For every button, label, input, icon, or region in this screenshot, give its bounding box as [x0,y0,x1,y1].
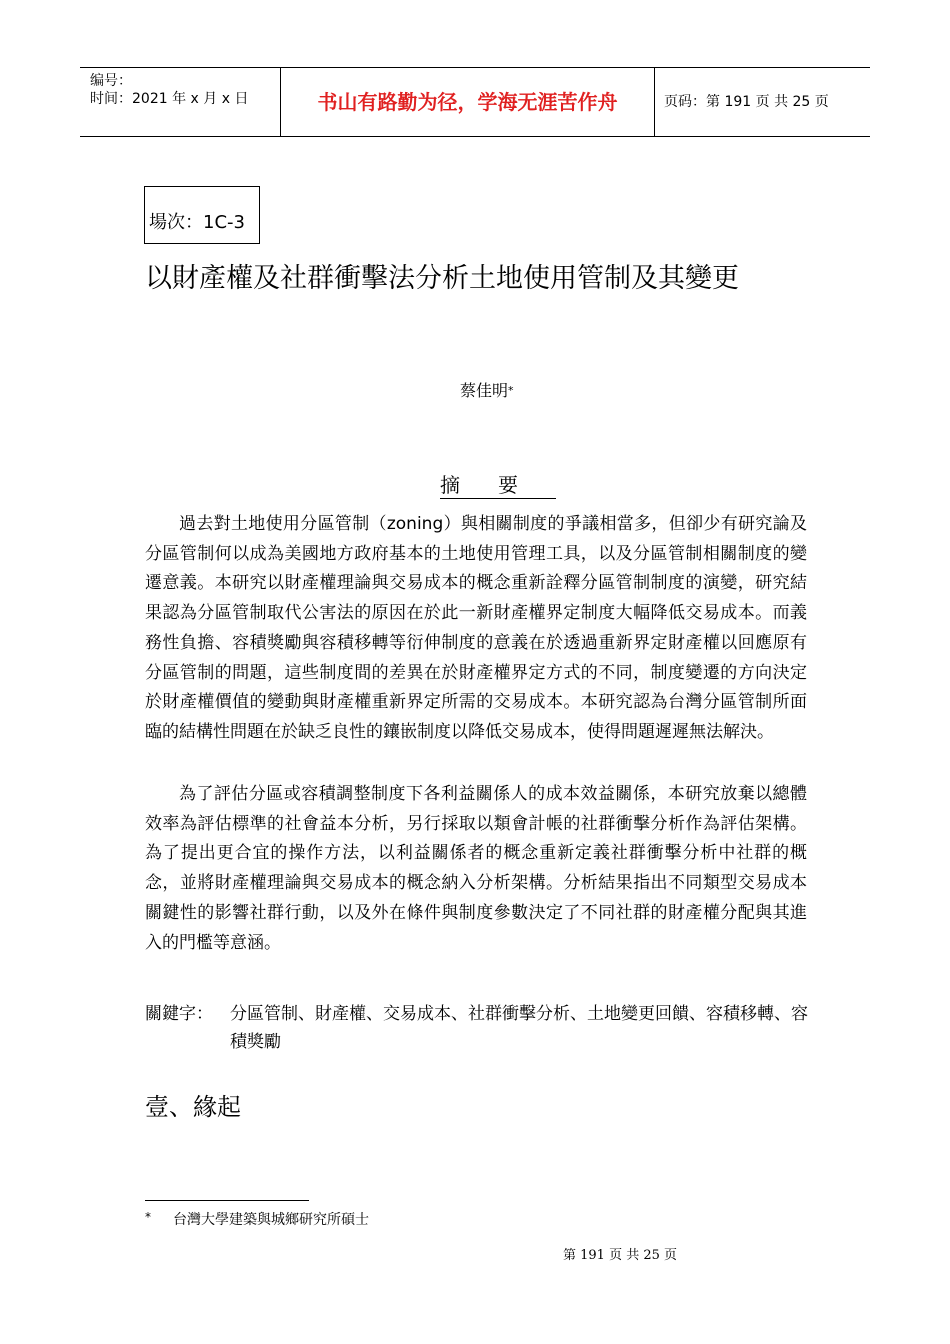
document-header-table [80,67,870,137]
session-label: 場次：1C-3 [149,212,245,233]
header-code-label: 编号： [90,73,132,89]
author-name: 蔡佳明 [460,381,509,400]
footnote-mark: * [145,1210,151,1224]
page-footer: 第 191 页 共 25 页 [563,1248,678,1263]
abstract-heading-text: 摘要 [440,473,556,497]
header-motto-cell [280,68,655,136]
session-box [144,186,260,244]
header-date-label: 时间：2021 年 x 月 x 日 [90,91,249,107]
abstract-paragraph-2: 為了評估分區或容積調整制度下各利益關係人的成本效益關係，本研究放棄以總體效率為評估標準的社會益本分析，另行採取以類會計帳的社群衝擊分析作為評估架構。為了提出更合宜的操作方法，以利益關係者的概念重新定義社群衝擊分析中社群的概念，並將財產權理論與交易成本的概念納入分析架構。分析結果指出不同類型交易成本關鍵性的影響社群行動，以及外在條件與制度參數決定了不同社群的財產權分配與其進入的門檻等意涵。 [145,784,807,953]
keywords-text: 分區管制、財產權、交易成本、社群衝擊分析、土地變更回饋、容積移轉、容積獎勵 [230,1004,808,1052]
header-page-cell [654,68,870,136]
section-heading: 壹、緣起 [145,1093,241,1121]
author-line [460,380,514,402]
header-meta-cell [80,68,280,136]
abstract-heading [440,472,556,498]
header-motto: 书山有路勤为径，学海无涯苦作舟 [317,90,618,114]
abstract-paragraph-1: 過去對土地使用分區管制（zoning）與相關制度的爭議相當多，但卻少有研究論及分區管制何以成為美國地方政府基本的土地使用管理工具，以及分區管制相關制度的變遷意義。本研究以財產權理論與交易成本的概念重新詮釋分區管制制度的演變，研究結果認為分區管制取代公害法的原因在於此一新財產權界定制度大幅降低交易成本。而義務性負擔、容積獎勵與容積移轉等衍伸制度的意義在於透過重新界定財產權以回應原有分區管制的問題，這些制度間的差異在於財產權界定方式的不同，制度變遷的方向決定於財產權價值的變動與財產權重新界定所需的交易成本。本研究認為台灣分區管制所面臨的結構性問題在於缺乏良性的鑲嵌制度以降低交易成本，使得問題遲遲無法解決。 [145,514,807,742]
author-footnote-mark: * [508,384,514,397]
header-page-info: 页码：第 191 页 共 25 页 [664,94,829,110]
footnote-text: 台灣大學建築與城鄉研究所碩士 [173,1212,369,1228]
footnote-divider [145,1200,309,1201]
document-title: 以財產權及社群衝擊法分析土地使用管制及其變更 [145,263,739,294]
keywords-label: 關鍵字： [145,1004,213,1024]
